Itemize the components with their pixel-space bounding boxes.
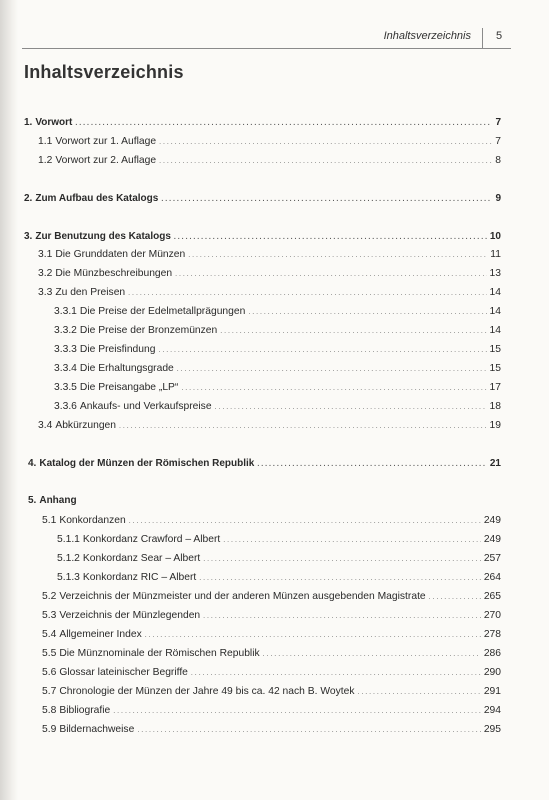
toc-number: 5.1.3 — [57, 572, 80, 583]
toc-page: 290 — [483, 667, 501, 678]
toc-number: 5.4 — [42, 629, 57, 640]
toc-number: 5.6 — [42, 667, 57, 678]
toc-title: Zur Benutzung des Katalogs — [35, 231, 171, 242]
toc-page: 249 — [483, 515, 501, 526]
toc-page: 295 — [483, 724, 501, 735]
toc-section-5-3[interactable] — [42, 609, 501, 622]
toc-number: 3.3.3 — [54, 344, 77, 355]
toc-section-5-2[interactable] — [42, 590, 501, 603]
toc-number: 3. — [24, 231, 33, 242]
toc-number: 3.3.2 — [54, 325, 77, 336]
toc-number: 2. — [24, 193, 33, 204]
toc-leader — [158, 343, 486, 357]
toc-chapter-2[interactable] — [24, 192, 501, 205]
toc-page: 14 — [489, 325, 501, 336]
toc-page: 265 — [483, 591, 501, 602]
toc-page: 291 — [483, 686, 501, 697]
toc-title: Bildernachweise — [59, 724, 135, 735]
toc-title: Die Grunddaten der Münzen — [55, 249, 186, 260]
toc-number: 3.3.4 — [54, 363, 77, 374]
toc-subsection-3-3-2[interactable] — [54, 324, 501, 337]
toc-title: Zum Aufbau des Katalogs — [35, 193, 159, 204]
toc-leader — [263, 647, 481, 661]
toc-leader — [174, 230, 487, 244]
toc-number: 1.1 — [38, 136, 53, 147]
toc-number: 1.2 — [38, 155, 53, 166]
toc-title: Zu den Preisen — [55, 287, 126, 298]
toc-page: 278 — [483, 629, 501, 640]
toc-page: 286 — [483, 648, 501, 659]
toc-page: 7 — [495, 136, 501, 147]
toc-title: Konkordanz Crawford – Albert — [82, 534, 221, 545]
toc-section-1-2[interactable] — [38, 154, 501, 167]
toc-section-5-1[interactable] — [42, 514, 501, 527]
toc-title: Konkordanz RIC – Albert — [82, 572, 197, 583]
toc-leader — [188, 248, 487, 262]
toc-leader — [159, 154, 492, 168]
toc-leader — [191, 666, 481, 680]
toc-number: 5.3 — [42, 610, 57, 621]
toc-leader — [248, 305, 486, 319]
toc-section-3-4[interactable] — [38, 419, 501, 432]
running-head-title: Inhaltsverzeichnis — [383, 30, 471, 42]
toc-leader — [113, 704, 481, 718]
toc-leader — [129, 514, 481, 528]
toc-subsection-5-1-3[interactable] — [57, 571, 501, 584]
toc-leader — [215, 400, 487, 414]
toc-page: 264 — [483, 572, 501, 583]
toc-subsection-3-3-6[interactable] — [54, 400, 501, 413]
toc-section-3-1[interactable] — [38, 248, 501, 261]
toc-page: 8 — [495, 155, 501, 166]
toc-title: Katalog der Münzen der Römischen Republik — [39, 458, 255, 469]
toc-title: Vorwort zur 2. Auflage — [55, 155, 157, 166]
toc-title: Verzeichnis der Münzmeister und der anderen Münzen ausgebenden Magistrate — [59, 591, 426, 602]
toc-leader — [203, 609, 481, 623]
toc-number: 3.2 — [38, 268, 53, 279]
toc-page: 10 — [489, 231, 501, 242]
page-title: Inhaltsverzeichnis — [24, 62, 184, 82]
toc-title: Bibliografie — [59, 705, 111, 716]
toc-page: 270 — [483, 610, 501, 621]
toc-title: Die Preise der Edelmetallprägungen — [79, 306, 246, 317]
toc-page: 294 — [483, 705, 501, 716]
toc-title: Anhang — [39, 495, 77, 506]
toc-chapter-4[interactable] — [28, 457, 501, 470]
toc-number: 1. — [24, 117, 33, 128]
toc-leader — [357, 685, 480, 699]
toc-chapter-1[interactable] — [24, 116, 501, 129]
toc-title: Die Münznominale der Römischen Republik — [59, 648, 260, 659]
toc-number: 3.4 — [38, 420, 53, 431]
toc-title: Die Erhaltungsgrade — [79, 363, 174, 374]
toc-title: Die Preise der Bronzemünzen — [79, 325, 218, 336]
toc-section-5-7[interactable] — [42, 685, 501, 698]
toc-number: 5.1.1 — [57, 534, 80, 545]
toc-page: 17 — [489, 382, 501, 393]
toc-chapter-3[interactable] — [24, 230, 501, 243]
toc-title: Vorwort — [35, 117, 73, 128]
toc-page: 257 — [483, 553, 501, 564]
toc-number: 5.8 — [42, 705, 57, 716]
toc-page: 21 — [489, 458, 501, 469]
toc-number: 3.3.5 — [54, 382, 77, 393]
toc-number: 3.3 — [38, 287, 53, 298]
toc-leader — [159, 135, 492, 149]
toc-title: Vorwort zur 1. Auflage — [55, 136, 157, 147]
toc-number: 5.2 — [42, 591, 57, 602]
page-number: 5 — [495, 30, 503, 42]
toc-leader — [175, 267, 486, 281]
toc-number: 5.5 — [42, 648, 57, 659]
toc-leader — [145, 628, 481, 642]
toc-section-5-6[interactable] — [42, 666, 501, 679]
toc-title: Chronologie der Münzen der Jahre 49 bis ca. 42 nach B. Woytek — [59, 686, 355, 697]
toc-page: 13 — [489, 268, 501, 279]
toc-title: Verzeichnis der Münzlegenden — [59, 610, 201, 621]
toc-title: Konkordanz Sear – Albert — [82, 553, 201, 564]
toc-title: Glossar lateinischer Begriffe — [59, 667, 188, 678]
toc-section-5-4[interactable] — [42, 628, 501, 641]
toc-section-5-9[interactable] — [42, 723, 501, 736]
toc-number: 3.3.1 — [54, 306, 77, 317]
toc-section-3-3[interactable] — [38, 286, 501, 299]
toc-number: 5.1.2 — [57, 553, 80, 564]
toc-leader — [161, 192, 492, 206]
toc-leader — [429, 590, 481, 604]
toc-leader — [128, 286, 486, 300]
toc-leader — [257, 457, 487, 471]
toc-title: Die Preisfindung — [79, 344, 156, 355]
toc-page: 14 — [489, 306, 501, 317]
toc-leader — [137, 723, 481, 737]
toc-title: Allgemeiner Index — [59, 629, 142, 640]
toc-page: 11 — [490, 249, 501, 260]
toc-subsection-3-3-4[interactable] — [54, 362, 501, 375]
toc-page: 15 — [489, 363, 501, 374]
toc-title: Abkürzungen — [55, 420, 117, 431]
toc-subsection-5-1-1[interactable] — [57, 533, 501, 546]
toc-leader — [75, 116, 492, 130]
toc-section-5-8[interactable] — [42, 704, 501, 717]
toc-subsection-3-3-3[interactable] — [54, 343, 501, 356]
toc-number: 4. — [28, 458, 37, 469]
toc-page: 14 — [489, 287, 501, 298]
toc-page: 7 — [495, 117, 501, 128]
toc-page: 249 — [483, 534, 501, 545]
toc-leader — [220, 324, 486, 338]
toc-section-5-5[interactable] — [42, 647, 501, 660]
toc-title: Die Münzbeschreibungen — [55, 268, 173, 279]
toc-subsection-3-3-1[interactable] — [54, 305, 501, 318]
toc-subsection-5-1-2[interactable] — [57, 552, 501, 565]
toc-number: 3.1 — [38, 249, 53, 260]
toc-page: 15 — [489, 344, 501, 355]
toc-title: Die Preisangabe „LP“ — [79, 382, 179, 393]
toc-number: 5.7 — [42, 686, 57, 697]
toc-leader — [181, 381, 486, 395]
toc-number: 5.9 — [42, 724, 57, 735]
toc-section-1-1[interactable] — [38, 135, 501, 148]
toc-leader — [177, 362, 487, 376]
toc-leader — [203, 552, 481, 566]
toc-chapter-5[interactable] — [28, 494, 501, 507]
toc-leader — [199, 571, 481, 585]
toc-page: 18 — [489, 401, 501, 412]
toc-section-3-2[interactable] — [38, 267, 501, 280]
toc-title: Ankaufs- und Verkaufspreise — [79, 401, 212, 412]
toc-page: 9 — [495, 193, 501, 204]
toc-title: Konkordanzen — [59, 515, 126, 526]
toc-leader — [119, 419, 487, 433]
toc-page: 19 — [489, 420, 501, 431]
toc-subsection-3-3-5[interactable] — [54, 381, 501, 394]
toc-leader — [223, 533, 481, 547]
toc-number: 5. — [28, 495, 37, 506]
toc-number: 5.1 — [42, 515, 57, 526]
toc-number: 3.3.6 — [54, 401, 77, 412]
